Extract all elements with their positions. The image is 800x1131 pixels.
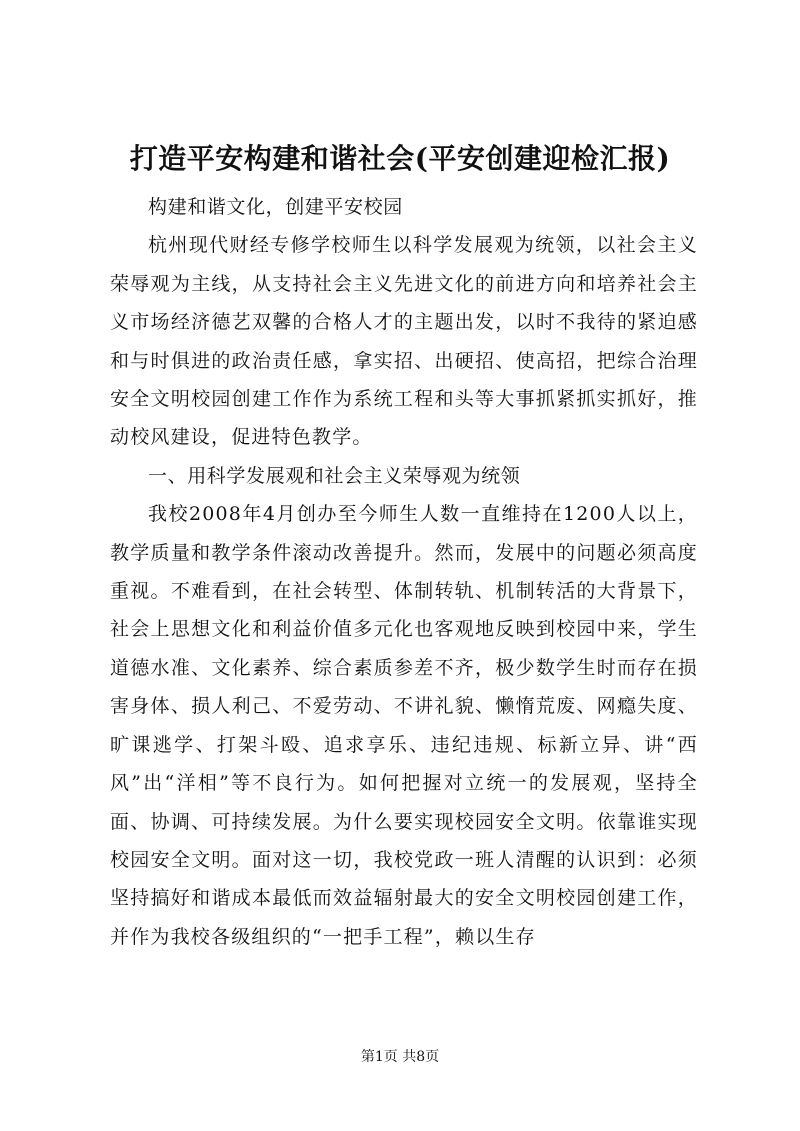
document-body — [110, 188, 698, 956]
paragraph-body: 我校2008年4月创办至今师生人数一直维持在1200人以上，教学质量和教学条件滚动改善提升。然而，发展中的问题必须高度重视。不难看到，在社会转型、体制转轨、机制转活的大背景下，社会上思想文化和利益价值多元化也客观地反映到校园中来，学生道德水准、文化素养、综合素质参差不齐，极少数学生时而存在损害身体、损人利己、不爱劳动、不讲礼貌、懒惰荒废、网瘾失度、旷课逃学、打架斗殴、追求享乐、违纪违规、标新立异、讲“西风”出“洋相”等不良行为。如何把握对立统一的发展观，坚持全面、协调、可持续发展。为什么要实现校园安全文明。依靠谁实现校园安全文明。面对这一切，我校党政一班人清醒的认识到：必须坚持搞好和谐成本最低而效益辐射最大的安全文明校园创建工作，并作为我校各级组织的“一把手工程”，赖以生存 — [110, 503, 698, 948]
paragraph-subtitle: 构建和谐文化，创建平安校园 — [148, 196, 403, 218]
document-title: 打造平安构建和谐社会(平安创建迎检汇报) — [129, 142, 671, 175]
paragraph-intro: 杭州现代财经专修学校师生以科学发展观为统领，以社会主义荣辱观为主线，从支持社会主义先进文化的前进方向和培养社会主义市场经济德艺双馨的合格人才的主题出发，以时不我待的紧迫感和与时俱进的政治责任感，拿实招、出硬招、使高招，把综合治理安全文明校园创建工作作为系统工程和头等大事抓紧抓实抓好，推动校风建设，促进特色教学。 — [110, 234, 698, 449]
section-heading: 一、用科学发展观和社会主义荣辱观为统领 — [148, 464, 521, 487]
page-footer: 第1页 共8页 — [360, 1049, 440, 1065]
